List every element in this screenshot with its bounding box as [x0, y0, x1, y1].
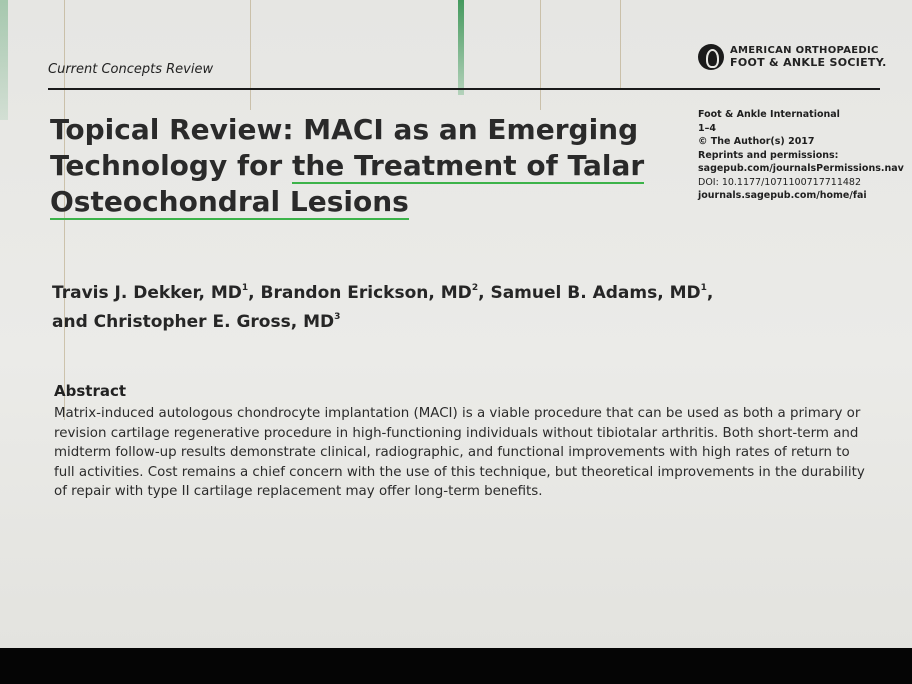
- journal-section-label: Current Concepts Review: [48, 62, 214, 77]
- meta-home-url[interactable]: journals.sagepub.com/home/fai: [698, 190, 867, 201]
- meta-doi[interactable]: DOI: 10.1177/1071100717711482: [698, 176, 862, 188]
- society-name-line1: AMERICAN ORTHOPAEDIC: [730, 45, 879, 56]
- society-logo-block: [698, 44, 887, 70]
- affiliation-marker: 3: [334, 312, 341, 322]
- society-name-line2: FOOT & ANKLE SOCIETY.: [730, 56, 887, 69]
- affiliation-marker: 2: [471, 283, 479, 293]
- publication-meta: [698, 108, 904, 203]
- article-title: [50, 112, 650, 220]
- monitor-bezel: [0, 648, 912, 684]
- title-line-2-start: Technology for: [50, 149, 292, 182]
- author-line-1: [52, 276, 772, 305]
- author-name: , Brandon Erickson, MD: [248, 283, 472, 303]
- affiliation-marker: 1: [700, 283, 707, 293]
- author-name: , Samuel B. Adams, MD: [478, 283, 701, 303]
- screen-artifact-line: [250, 0, 251, 110]
- author-name: Travis J. Dekker, MD: [52, 283, 242, 303]
- meta-journal: Foot & Ankle International: [698, 109, 840, 120]
- author-separator: ,: [706, 283, 714, 303]
- title-line-2-underlined: the Treatment of Talar: [291, 149, 645, 182]
- abstract-heading: Abstract: [54, 382, 127, 400]
- title-line-1: Topical Review: MACI as an Emerging: [50, 113, 639, 146]
- society-name: [730, 45, 887, 69]
- meta-reprints: Reprints and permissions:: [698, 149, 839, 161]
- meta-reprints-url[interactable]: sagepub.com/journalsPermissions.nav: [698, 163, 904, 174]
- screen-artifact-line: [540, 0, 541, 110]
- author-name: and Christopher E. Gross, MD: [52, 312, 335, 332]
- header-rule: [48, 88, 880, 90]
- screen-glare-streak: [458, 0, 464, 95]
- screen-glare-streak: [0, 0, 8, 120]
- meta-pages: 1–4: [698, 122, 716, 134]
- affiliation-marker: 1: [241, 283, 249, 293]
- author-list: [52, 276, 772, 334]
- meta-copyright: © The Author(s) 2017: [698, 136, 815, 147]
- title-line-3: [50, 184, 650, 220]
- author-line-2: [52, 305, 772, 334]
- screen-artifact-line: [620, 0, 621, 90]
- title-line-3-underlined: Osteochondral Lesions: [50, 185, 409, 218]
- title-line-2: [50, 148, 650, 184]
- abstract-body: Matrix-induced autologous chondrocyte implantation (MACI) is a viable procedure that can be used as both a primary or revision cartilage regenerative procedure in high-functioning individuals without tibiotalar arthritis. Both short-term and midterm follow-up results demonstrate clinical, radiographic, and functional improvements with high rates of return to full activities. Cost remains a chief concern with the use of this technique, but theoretical improvements in the durability of repair with type II cartilage replacement may offer long-term benefits.: [54, 406, 865, 499]
- aofas-logo-icon: [698, 44, 724, 70]
